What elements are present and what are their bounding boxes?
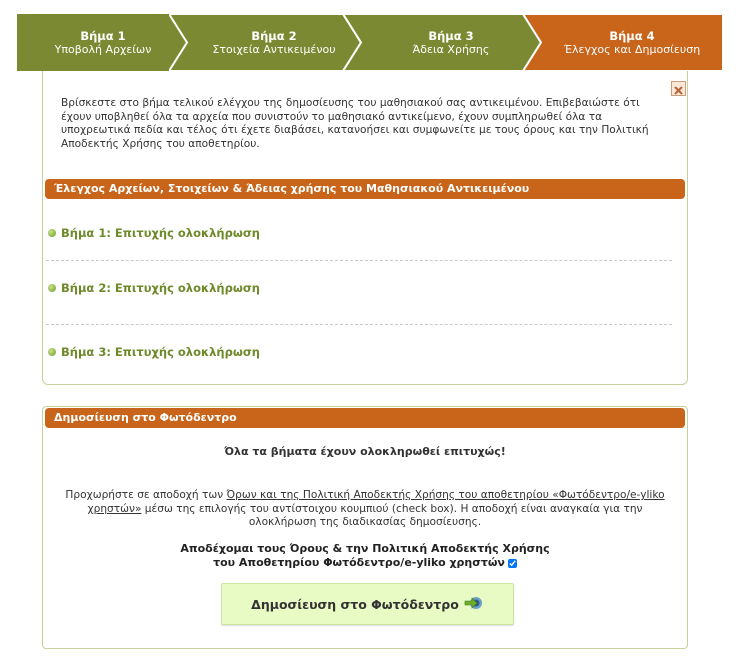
divider — [46, 260, 672, 261]
step-2-status — [48, 281, 260, 295]
accept-terms-checkbox[interactable] — [508, 559, 517, 568]
verification-panel — [42, 71, 688, 385]
step-4-tab[interactable] — [523, 14, 723, 71]
publish-arrow-icon — [464, 595, 484, 614]
accept-label-line1: Αποδέχομαι τους Όρους & την Πολιτική Αποδεκτής Χρήσης — [180, 542, 550, 555]
publish-button[interactable] — [221, 583, 514, 625]
step-3-status — [48, 345, 260, 359]
step-2-label: Στοιχεία Αντικειμένου — [212, 42, 336, 56]
step-4-number: Βήμα 4 — [609, 28, 655, 43]
success-dot-icon — [48, 284, 56, 292]
publish-panel — [42, 406, 688, 649]
step-3-status-text: Βήμα 3: Επιτυχής ολοκλήρωση — [61, 345, 260, 359]
proceed-text-start: Προχωρήστε σε αποδοχή των — [65, 489, 227, 501]
terms-link[interactable]: Όρων και της Πολιτική Αποδεκτής Χρήσης του αποθετηρίου «Φωτόδεντρο/e-yliko χρηστών» — [87, 489, 665, 515]
success-dot-icon — [48, 348, 56, 356]
step-wizard — [17, 14, 723, 71]
step-2-tab[interactable] — [169, 14, 361, 71]
step-1-label: Υποβολή Αρχείων — [54, 42, 152, 56]
success-message: Όλα τα βήματα έχουν ολοκληρωθεί επιτυχώς! — [224, 445, 506, 458]
step-4-label: Έλεγχος και Δημοσίευση — [563, 42, 701, 56]
step-1-number: Βήμα 1 — [80, 28, 126, 43]
step-2-status-text: Βήμα 2: Επιτυχής ολοκλήρωση — [61, 281, 260, 295]
publish-button-label: Δημοσίευση στο Φωτόδεντρο — [251, 596, 459, 612]
divider — [46, 324, 672, 325]
accept-terms — [43, 542, 687, 570]
check-section-header: Έλεγχος Αρχείων, Στοιχείων & Άδειας χρήσης του Μαθησιακού Αντικειμένου — [45, 179, 685, 199]
accept-label-line2: του Αποθετηρίου Φωτόδεντρο/e-yliko χρηστών — [213, 556, 505, 569]
close-icon — [672, 84, 685, 97]
step-2-number: Βήμα 2 — [251, 28, 297, 43]
intro-text: Βρίσκεστε στο βήμα τελικού ελέγχου της δημοσίευσης του μαθησιακού σας αντικειμένου. Επιβεβαιώστε ότι έχουν υποβληθεί όλα τα αρχεία που συνιστούν το μαθησιακό αντικείμενο, έχουν συμπληρωθεί όλα τα υποχρεωτικά πεδία και τέλος ότι έχετε διαβάσει, κατανοήσει και συμφωνείτε με τους όρους και την Πολιτική Αποδεκτής Χρήσης του αποθετηρίου. — [61, 97, 649, 150]
success-dot-icon — [48, 229, 56, 237]
proceed-text-end: μέσω της επιλογής του αντίστοιχου κουμπιού (check box). Η αποδοχή είναι αναγκαία για την ολοκλήρωση της διαδικασίας δημοσίευσης. — [141, 502, 643, 528]
step-1-status-text: Βήμα 1: Επιτυχής ολοκλήρωση — [61, 226, 260, 240]
step-1-tab[interactable] — [17, 14, 189, 71]
step-3-tab[interactable] — [343, 14, 541, 71]
step-1-status — [48, 226, 260, 240]
close-button[interactable] — [671, 81, 686, 96]
proceed-instructions — [63, 489, 667, 530]
step-3-number: Βήμα 3 — [428, 28, 474, 43]
publish-section-header: Δημοσίευση στο Φωτόδεντρο — [45, 408, 685, 428]
step-3-label: Άδεια Χρήσης — [412, 42, 490, 56]
